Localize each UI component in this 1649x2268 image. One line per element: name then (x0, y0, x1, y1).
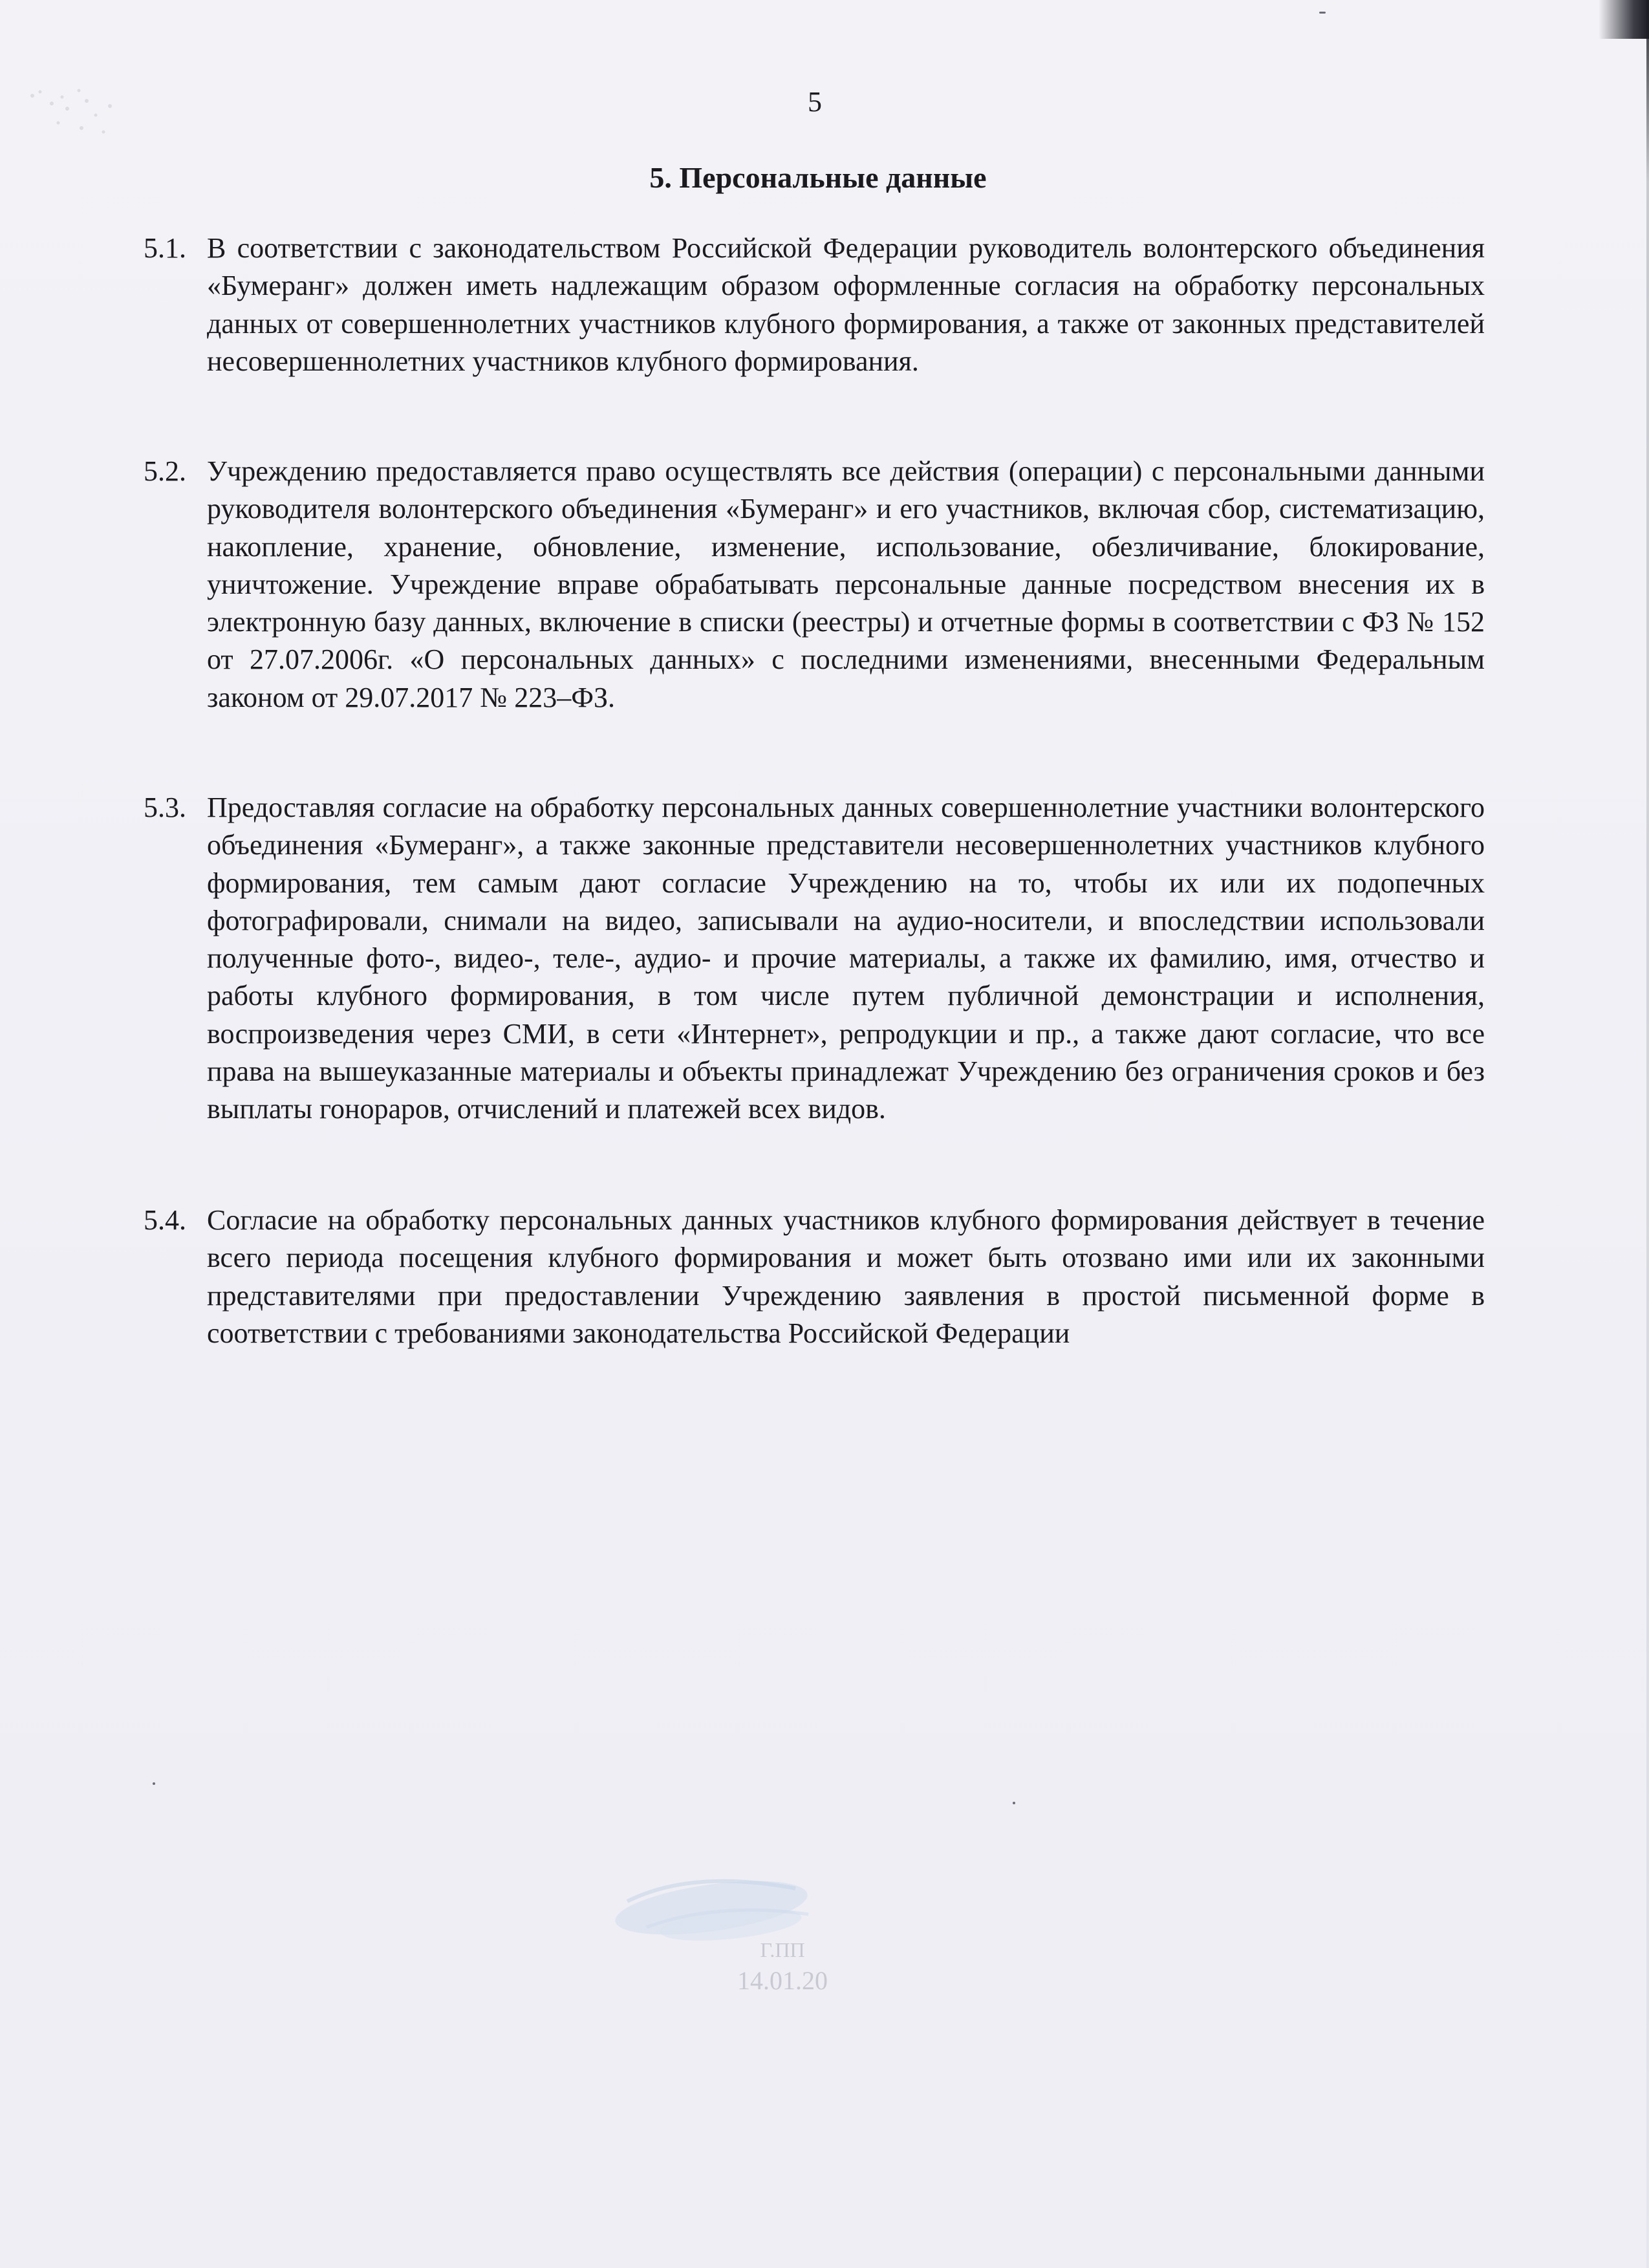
page-number: 5 (808, 86, 822, 118)
clause-text: Учреждению предоставляется право осуществлять все действия (операции) с персональными данными руководителя волонтерского объединения «Бумеранг» и его участников, включая сбор, систематизацию, накопление, хранение, обновление, изменение, использование, обезличивание, блокирование, уничтожение. Учреждение вправе обрабатывать персональные данные посредством внесения их в электронную базу данных, включение в списки (реестры) и отчетные формы в соответствии с ФЗ № 152 от 27.07.2006г. «О персональных данных» с последними изменениями, внесенными Федеральным законом от 29.07.2017 № 223–ФЗ. (207, 455, 1485, 713)
scan-edge (1646, 0, 1649, 2268)
clause-5-4 (144, 1202, 1489, 1352)
clause-5-1 (144, 230, 1489, 380)
scan-speck (153, 1782, 155, 1785)
scan-corner-shadow (1599, 0, 1649, 39)
stamp-date: 14.01.20 (737, 1966, 828, 1995)
clause-5-2 (144, 453, 1489, 717)
clause-number: 5.4. (144, 1204, 186, 1236)
section-title: 5. Персональные данные (649, 161, 987, 194)
clause-number: 5.3. (144, 792, 186, 823)
stamp-text (705, 1937, 860, 1999)
scan-speck (1013, 1802, 1015, 1804)
clause-number: 5.2. (144, 455, 186, 487)
stamp-line: Г.ПП (760, 1938, 805, 1961)
clause-text: Предоставляя согласие на обработку персональных данных совершеннолетние участники волонтерского объединения «Бумеранг», а также законные представители несовершеннолетних участников клубного формирования, тем самым дают согласие Учреждению на то, чтобы их или их подопечных фотографировали, снимали на видео, записывали на аудио-носители, и впоследствии использовали полученные фото-, видео-, теле-, аудио- и прочие материалы, а также их фамилию, имя, отчество и работы клубного формирования, в том числе путем публичной демонстрации и исполнения, воспроизведения через СМИ, в сети «Интернет», репродукции и пр., а также дают согласие, что все права на вышеуказанные материалы и объекты принадлежат Учреждению без ограничения сроков и без выплаты гонораров, отчислений и платежей всех видов. (207, 792, 1485, 1125)
clause-text: В соответствии с законодательством Российской Федерации руководитель волонтерского объединения «Бумеранг» должен иметь надлежащим образом оформленные согласия на обработку персональных данных от совершеннолетних участников клубного формирования, а также от законных представителей несовершеннолетних участников клубного формирования. (207, 232, 1485, 377)
embossed-marks (19, 78, 129, 149)
clause-text: Согласие на обработку персональных данных участников клубного формирования действует в течение всего периода посещения клубного формирования и может быть отозвано ими или их законными представителями при предоставлении Учреждению заявления в простой письменной форме в соответствии с требованиями законодательства Российской Федерации (207, 1204, 1485, 1349)
scan-speck (1319, 12, 1326, 14)
clause-number: 5.1. (144, 232, 186, 264)
clause-5-3 (144, 789, 1489, 1129)
